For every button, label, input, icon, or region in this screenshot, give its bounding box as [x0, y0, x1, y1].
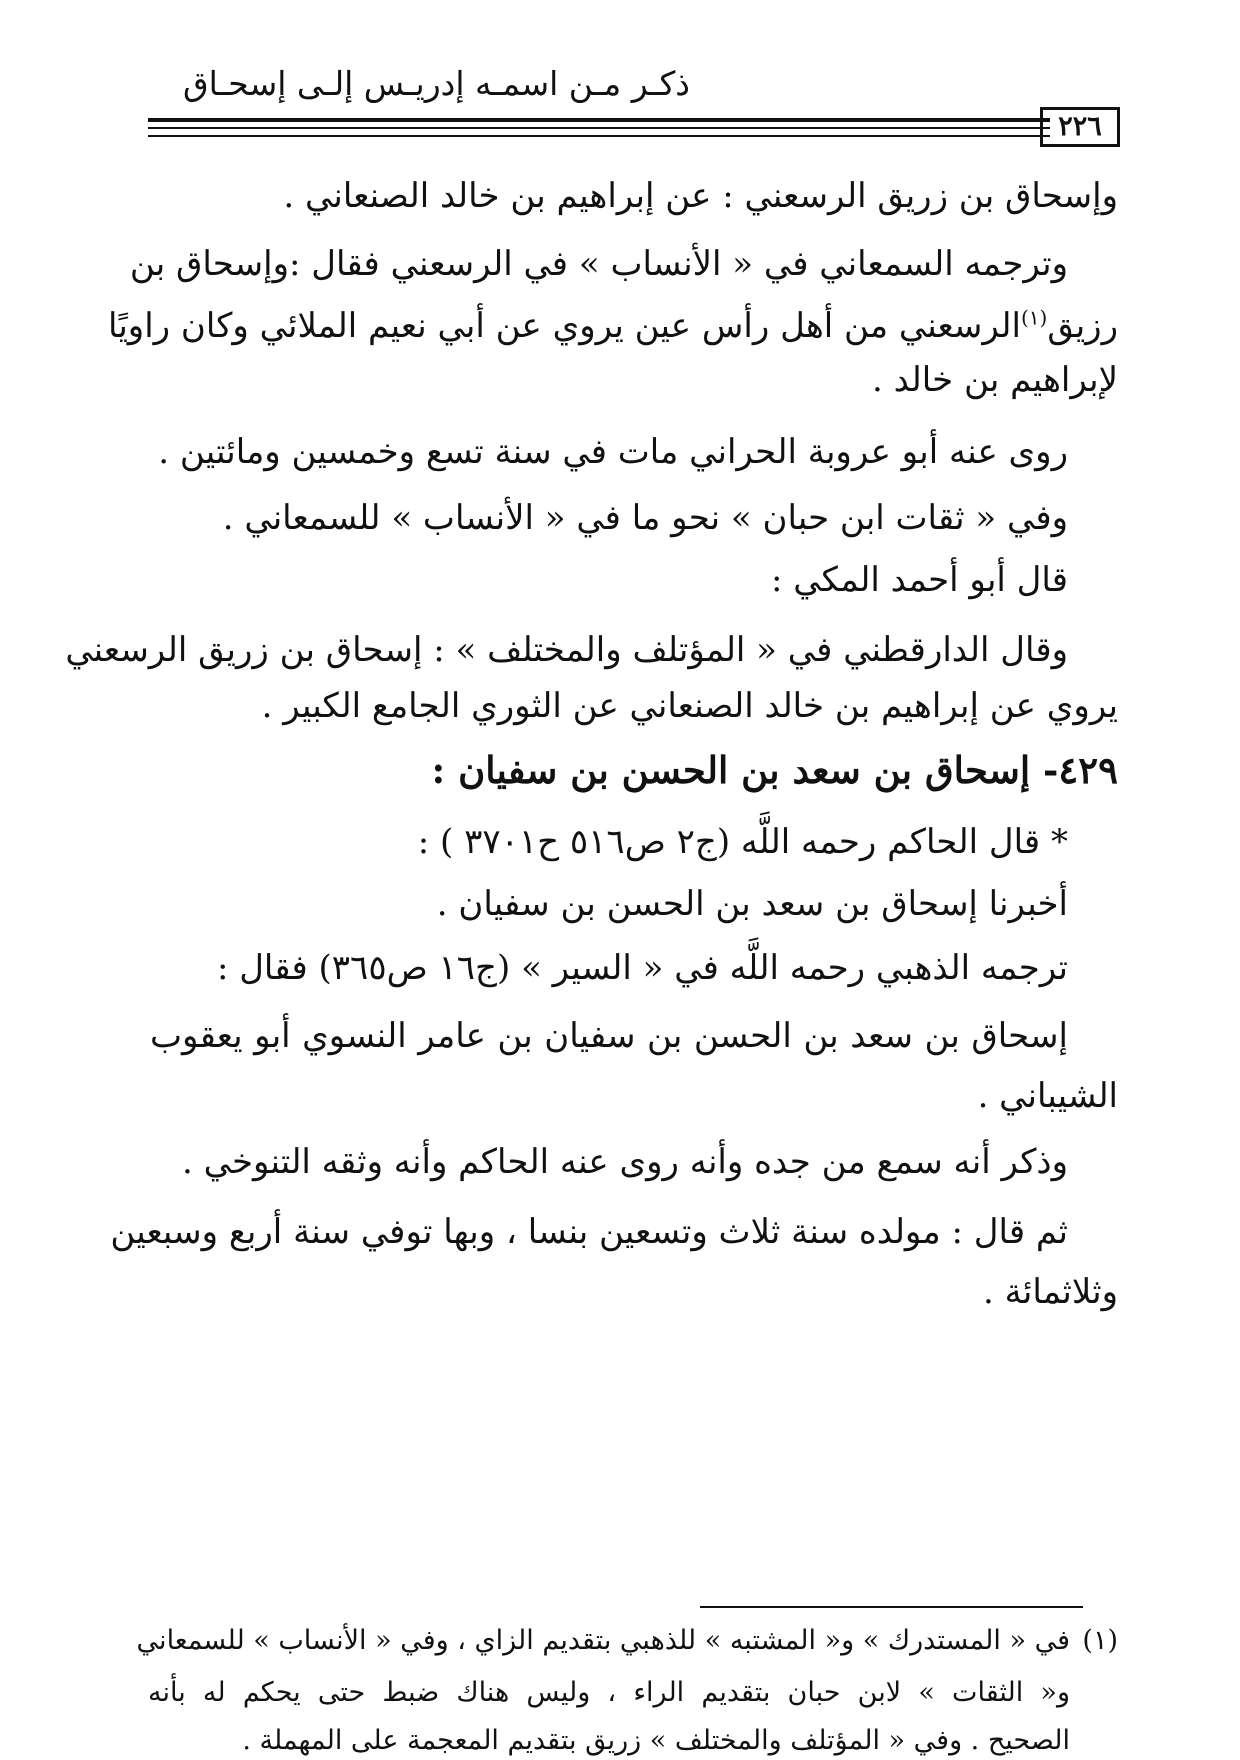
text-line: وثلاثمائة .: [983, 1272, 1118, 1312]
header-rule: [148, 118, 1050, 122]
text-line: الشيباني .: [977, 1076, 1118, 1116]
text-line: [107, 302, 1118, 350]
text-line: وقال الدارقطني في « المؤتلف والمختلف » : إسحاق بن زريق الرسعني: [65, 630, 1068, 670]
footnote-line: و« الثقات » لابن حبان بتقديم الراء ، وليس هناك ضبط حتى يحكم له بأنه: [148, 1677, 1070, 1708]
running-title: ذكـر مـن اسمـه إدريـس إلـى إسحـاق: [182, 64, 690, 103]
text-line: وذكر أنه سمع من جده وأنه روى عنه الحاكم وأنه وثقه التنوخي .: [182, 1142, 1068, 1182]
text-line: ثم قال : مولده سنة ثلاث وتسعين بنسا ، وبها توفي سنة أربع وسبعين: [110, 1212, 1068, 1252]
text-line: يروي عن إبراهيم بن خالد الصنعاني عن الثوري الجامع الكبير .: [261, 686, 1118, 726]
text-fragment: رزيق: [1047, 306, 1118, 346]
text-line: وفي « ثقات ابن حبان » نحو ما في « الأنساب » للسمعاني .: [222, 498, 1068, 538]
text-line: * قال الحاكم رحمه اللَّه (ج٢ ص٥١٦ ح٣٧٠١ ) :: [417, 822, 1068, 862]
footnote-line: في « المستدرك » و« المشتبه » للذهبي بتقديم الزاي ، وفي « الأنساب » للسمعاني: [136, 1625, 1070, 1656]
footnote-rule: [700, 1606, 1083, 1608]
header-rule: [148, 127, 1050, 129]
entry-heading: ٤٢٩- إسحاق بن سعد بن الحسن بن سفيان :: [431, 748, 1118, 792]
text-line: لإبراهيم بن خالد .: [871, 360, 1118, 400]
footnote-marker: (١): [1082, 1625, 1118, 1656]
footnote-reference: (١): [1020, 305, 1048, 330]
text-line: ترجمه الذهبي رحمه اللَّه في « السير » (ج١٦ ص٣٦٥) فقال :: [216, 948, 1068, 988]
page-number: ٢٢٦: [1040, 107, 1120, 147]
text-line: روى عنه أبو عروبة الحراني مات في سنة تسع وخمسين ومائتين .: [158, 432, 1068, 472]
header-rule: [148, 135, 1050, 137]
text-line: قال أبو أحمد المكي :: [770, 560, 1068, 600]
text-line: إسحاق بن سعد بن الحسن بن سفيان بن عامر النسوي أبو يعقوب: [150, 1016, 1068, 1056]
footnote-line: الصحيح . وفي « المؤتلف والمختلف » زريق بتقديم المعجمة على المهملة .: [242, 1725, 1070, 1756]
text-fragment: الرسعني من أهل رأس عين يروي عن أبي نعيم الملائي وكان راويًا: [107, 306, 1021, 346]
text-line: أخبرنا إسحاق بن سعد بن الحسن بن سفيان .: [436, 884, 1068, 924]
text-line: وإسحاق بن زريق الرسعني : عن إبراهيم بن خالد الصنعاني .: [283, 176, 1118, 216]
text-line: وترجمه السمعاني في « الأنساب » في الرسعني فقال :وإسحاق بن: [129, 244, 1068, 284]
